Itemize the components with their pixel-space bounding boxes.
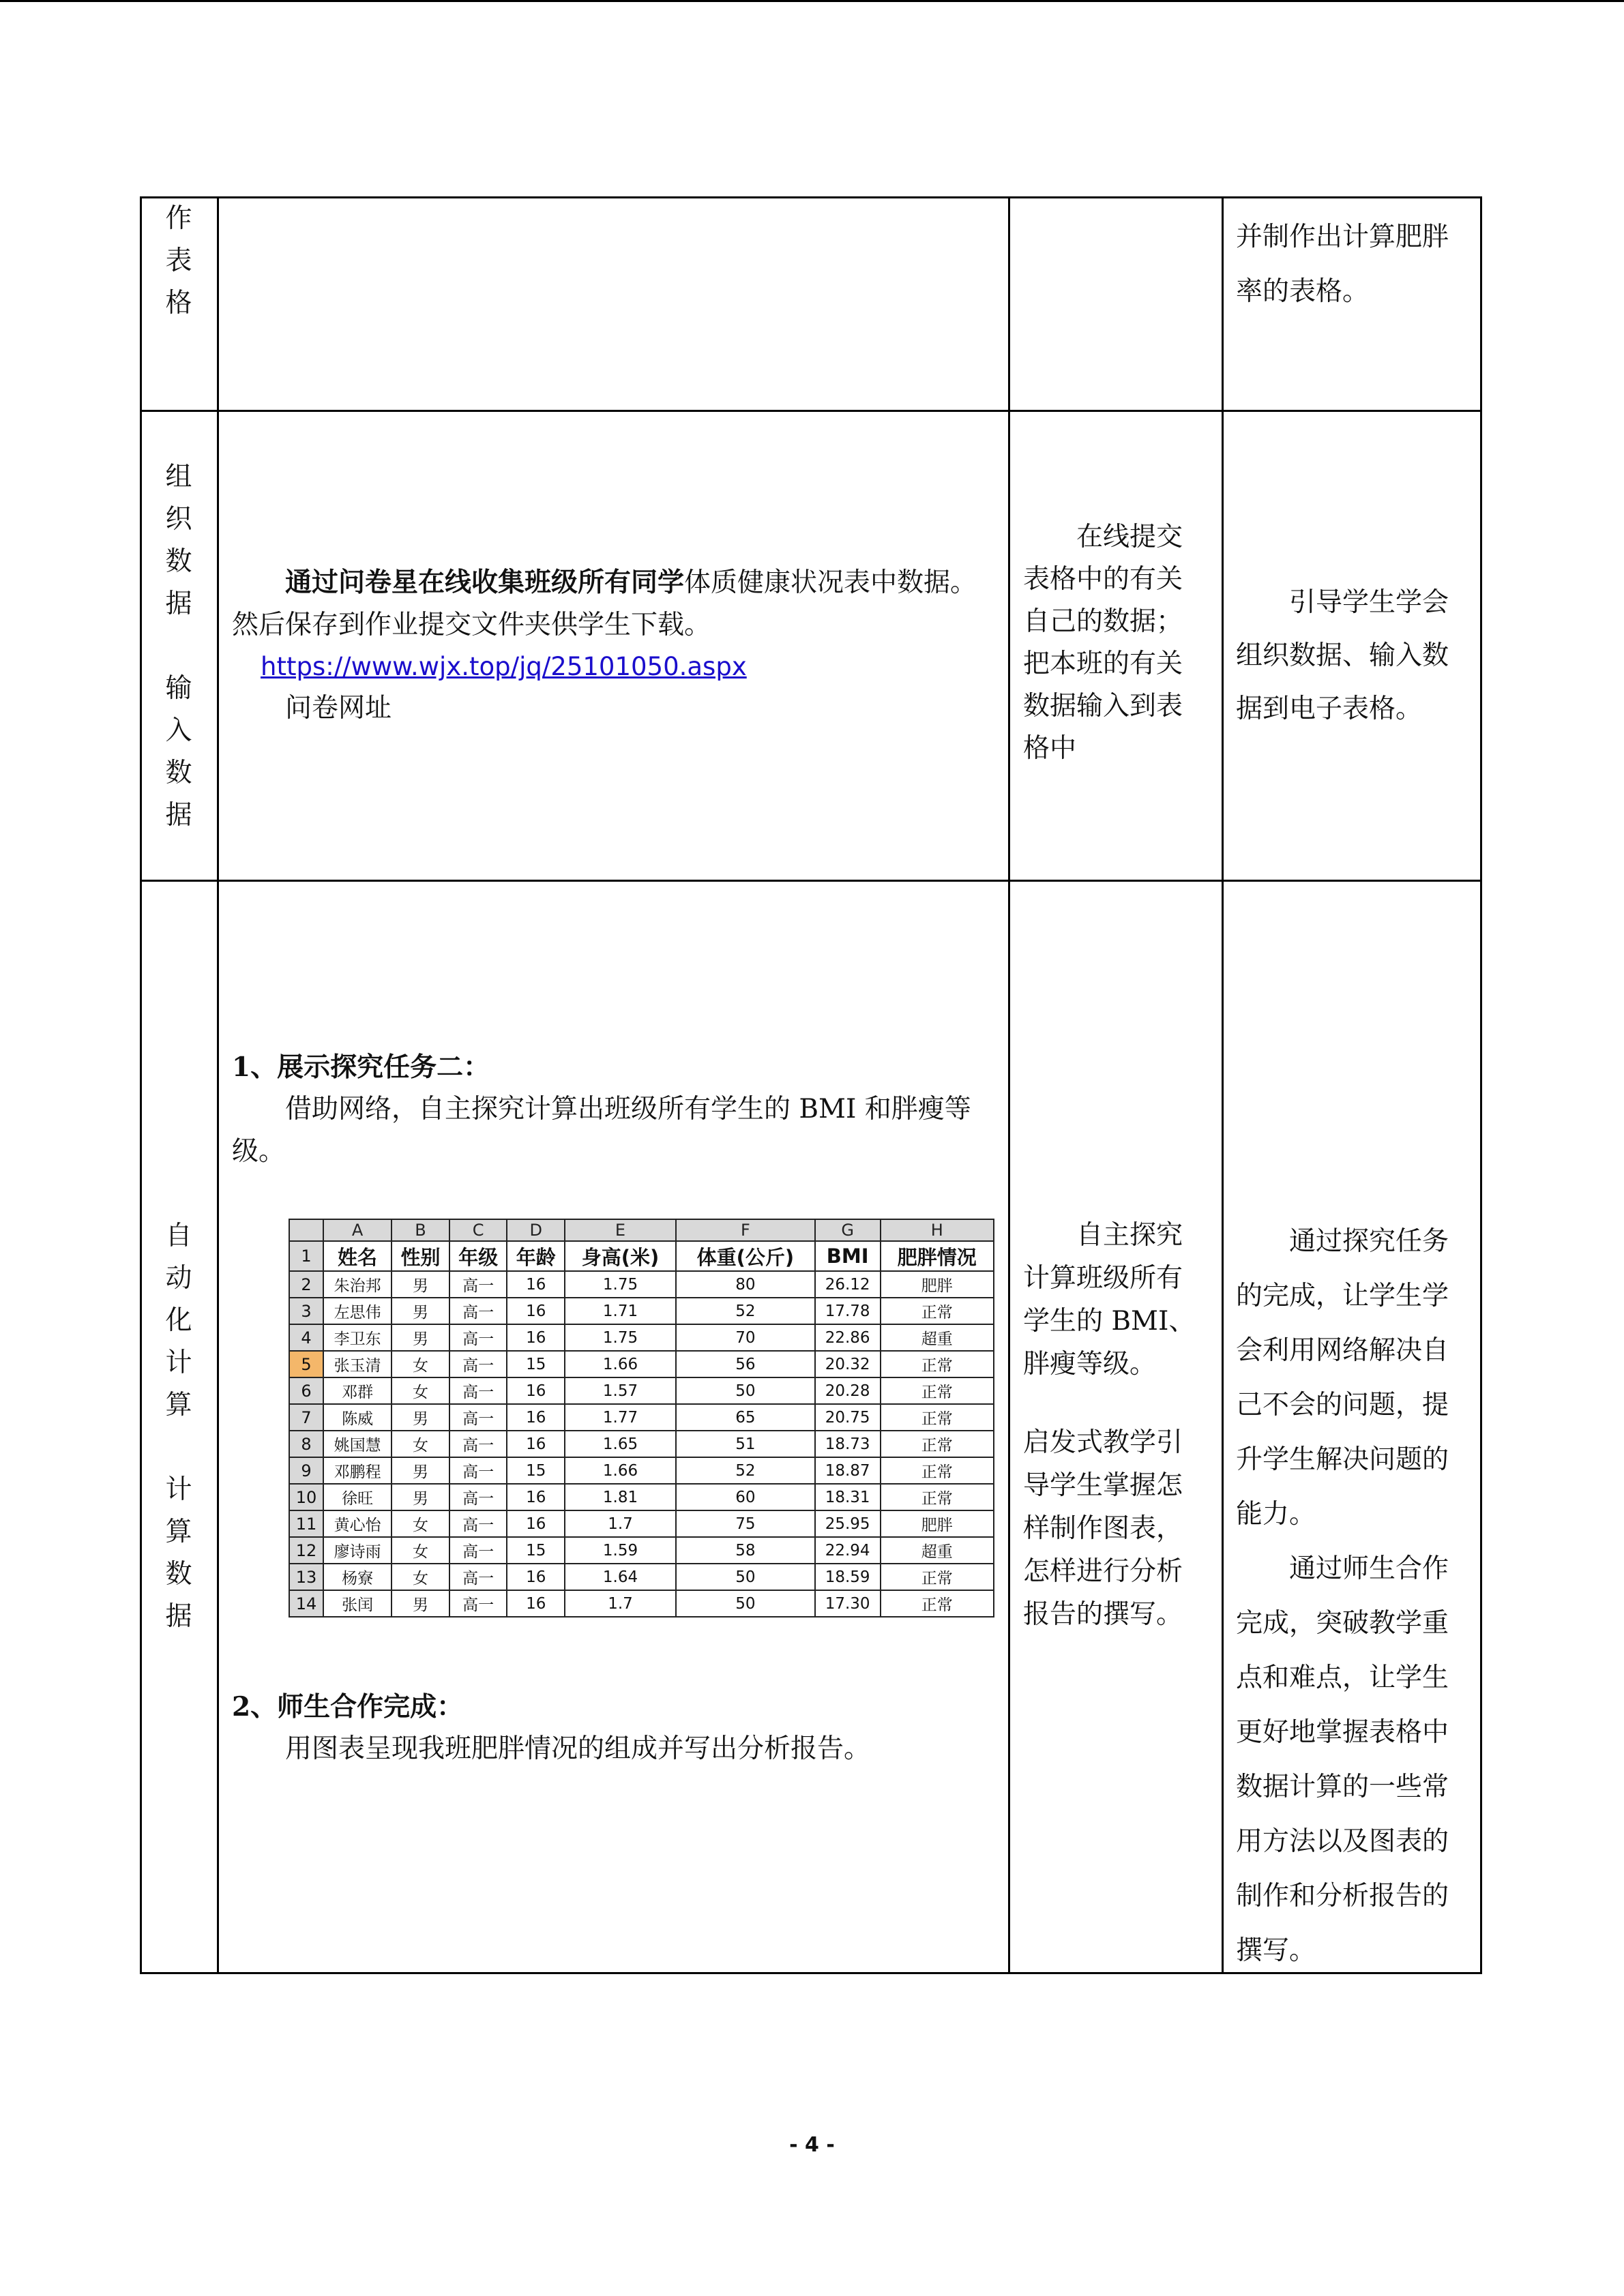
sheet-data-cell: 18.59 <box>815 1564 881 1590</box>
sheet-data-cell: 1.66 <box>565 1351 676 1377</box>
sheet-column-letter: A <box>323 1219 392 1241</box>
sheet-data-row <box>289 1404 994 1431</box>
sheet-data-cell: 1.71 <box>565 1298 676 1324</box>
sheet-data-row <box>289 1271 994 1298</box>
sheet-data-row <box>289 1564 994 1590</box>
task1-block <box>232 1046 994 1173</box>
sheet-data-cell: 75 <box>676 1510 815 1537</box>
sheet-data-cell: 16 <box>507 1404 565 1431</box>
sheet-data-cell: 超重 <box>881 1537 994 1564</box>
sheet-row-number: 9 <box>289 1457 323 1484</box>
sheet-data-cell: 女 <box>392 1510 449 1537</box>
sheet-data-cell: 51 <box>676 1431 815 1457</box>
col-divider-1 <box>217 196 219 1974</box>
sheet-data-cell: 高一 <box>449 1324 507 1351</box>
sheet-row-number: 14 <box>289 1590 323 1617</box>
sheet-data-cell: 16 <box>507 1564 565 1590</box>
sheet-data-cell: 高一 <box>449 1271 507 1298</box>
sheet-data-cell: 高一 <box>449 1484 507 1510</box>
sheet-data-cell: 1.7 <box>565 1590 676 1617</box>
sheet-header-cell: 年级 <box>449 1241 507 1271</box>
sheet-data-cell: 男 <box>392 1298 449 1324</box>
sheet-data-cell: 张玉清 <box>323 1351 392 1377</box>
row1-purpose: 并制作出计算肥胖率的表格。 <box>1236 222 1449 307</box>
sheet-data-cell: 徐旺 <box>323 1484 392 1510</box>
sheet-data-cell: 高一 <box>449 1564 507 1590</box>
sheet-header-cell: BMI <box>815 1241 881 1271</box>
sheet-column-letter: G <box>815 1219 881 1241</box>
sheet-data-cell: 黄心怡 <box>323 1510 392 1537</box>
sheet-header-row <box>289 1241 994 1271</box>
sheet-data-cell: 70 <box>676 1324 815 1351</box>
sheet-data-cell: 高一 <box>449 1351 507 1377</box>
sheet-data-row <box>289 1590 994 1617</box>
sheet-column-header-row <box>289 1219 994 1241</box>
sheet-data-cell: 50 <box>676 1590 815 1617</box>
sheet-data-cell: 16 <box>507 1298 565 1324</box>
sheet-data-cell: 26.12 <box>815 1271 881 1298</box>
sheet-data-cell: 18.31 <box>815 1484 881 1510</box>
sheet-header-cell: 体重(公斤) <box>676 1241 815 1271</box>
sheet-data-cell: 肥胖 <box>881 1271 994 1298</box>
sheet-row-number: 1 <box>289 1241 323 1271</box>
sheet-data-cell: 17.78 <box>815 1298 881 1324</box>
stage-label-auto-calc: 自 动 化 计 算 计 算 数 据 <box>165 1221 192 1632</box>
sheet-data-cell: 15 <box>507 1457 565 1484</box>
sheet-column-letter: E <box>565 1219 676 1241</box>
sheet-data-cell: 肥胖 <box>881 1510 994 1537</box>
sheet-data-cell: 张闰 <box>323 1590 392 1617</box>
table-top-line <box>140 196 1482 198</box>
sheet-data-row <box>289 1457 994 1484</box>
sheet-data-cell: 朱治邦 <box>323 1271 392 1298</box>
row2-student-activity: 在线提交表格中的有关自己的数据；把本班的有关数据输入到表格中 <box>1023 522 1183 764</box>
sheet-data-cell: 17.30 <box>815 1590 881 1617</box>
sheet-data-cell: 男 <box>392 1324 449 1351</box>
sheet-data-cell: 52 <box>676 1298 815 1324</box>
sheet-data-cell: 李卫东 <box>323 1324 392 1351</box>
sheet-data-cell: 1.81 <box>565 1484 676 1510</box>
sheet-data-cell: 18.73 <box>815 1431 881 1457</box>
sheet-data-row <box>289 1484 994 1510</box>
bmi-spreadsheet <box>289 1219 994 1617</box>
page-number: - 4 - <box>789 2133 835 2157</box>
sheet-data-cell: 16 <box>507 1271 565 1298</box>
sheet-data-cell: 高一 <box>449 1431 507 1457</box>
sheet-row-number: 3 <box>289 1298 323 1324</box>
sheet-data-cell: 高一 <box>449 1377 507 1404</box>
sheet-data-cell: 18.87 <box>815 1457 881 1484</box>
sheet-data-cell: 男 <box>392 1484 449 1510</box>
sheet-data-cell: 正常 <box>881 1484 994 1510</box>
sheet-data-row <box>289 1510 994 1537</box>
sheet-data-cell: 女 <box>392 1351 449 1377</box>
sheet-data-cell: 56 <box>676 1351 815 1377</box>
sheet-data-cell: 1.75 <box>565 1324 676 1351</box>
sheet-data-cell: 58 <box>676 1537 815 1564</box>
sheet-header-cell: 身高(米) <box>565 1241 676 1271</box>
sheet-data-cell: 女 <box>392 1431 449 1457</box>
sheet-data-cell: 1.7 <box>565 1510 676 1537</box>
collect-data-paragraph: 通过问卷星在线收集班级所有同学体质健康状况表中数据。然后保存到作业提交文件夹供学生下载。 <box>232 567 977 640</box>
sheet-data-row <box>289 1351 994 1377</box>
sheet-header-cell: 性别 <box>392 1241 449 1271</box>
task2-title: 2、师生合作完成： <box>232 1691 464 1723</box>
col-divider-2 <box>1008 196 1010 1974</box>
sheet-data-cell: 50 <box>676 1377 815 1404</box>
sheet-header-cell: 姓名 <box>323 1241 392 1271</box>
sheet-row-number: 6 <box>289 1377 323 1404</box>
sheet-data-cell: 正常 <box>881 1431 994 1457</box>
sheet-data-cell: 廖诗雨 <box>323 1537 392 1564</box>
sheet-data-cell: 16 <box>507 1324 565 1351</box>
sheet-data-cell: 1.59 <box>565 1537 676 1564</box>
sheet-data-cell: 65 <box>676 1404 815 1431</box>
sheet-data-cell: 20.75 <box>815 1404 881 1431</box>
sheet-data-cell: 16 <box>507 1431 565 1457</box>
sheet-data-cell: 正常 <box>881 1377 994 1404</box>
sheet-data-cell: 1.66 <box>565 1457 676 1484</box>
row2-content <box>232 561 994 730</box>
sheet-data-cell: 男 <box>392 1404 449 1431</box>
sheet-column-letter: B <box>392 1219 449 1241</box>
sheet-data-row <box>289 1377 994 1404</box>
sheet-row-number: 8 <box>289 1431 323 1457</box>
task1-title: 1、展示探究任务二： <box>232 1052 490 1083</box>
sheet-data-cell: 高一 <box>449 1537 507 1564</box>
sheet-data-cell: 女 <box>392 1377 449 1404</box>
sheet-data-cell: 邓鹏程 <box>323 1457 392 1484</box>
sheet-row-number: 7 <box>289 1404 323 1431</box>
sheet-row-number: 2 <box>289 1271 323 1298</box>
sheet-data-cell: 1.77 <box>565 1404 676 1431</box>
sheet-data-cell: 22.86 <box>815 1324 881 1351</box>
sheet-data-cell: 20.32 <box>815 1351 881 1377</box>
sheet-data-cell: 正常 <box>881 1564 994 1590</box>
sheet-data-cell: 正常 <box>881 1351 994 1377</box>
col-divider-3 <box>1222 196 1224 1974</box>
sheet-data-cell: 52 <box>676 1457 815 1484</box>
stage-label-make-table: 作 表 格 <box>165 203 192 318</box>
sheet-data-cell: 超重 <box>881 1324 994 1351</box>
link-caption: 问卷网址 <box>285 693 392 724</box>
sheet-data-cell: 男 <box>392 1271 449 1298</box>
sheet-data-cell: 正常 <box>881 1590 994 1617</box>
sheet-data-row <box>289 1537 994 1564</box>
sheet-data-cell: 正常 <box>881 1457 994 1484</box>
sheet-data-cell: 15 <box>507 1351 565 1377</box>
sheet-data-cell: 16 <box>507 1590 565 1617</box>
sheet-data-cell: 60 <box>676 1484 815 1510</box>
task2-block <box>232 1686 994 1770</box>
sheet-data-cell: 80 <box>676 1271 815 1298</box>
sheet-data-cell: 16 <box>507 1484 565 1510</box>
sheet-data-cell: 1.75 <box>565 1271 676 1298</box>
top-border <box>0 0 1624 2</box>
sheet-data-cell: 高一 <box>449 1298 507 1324</box>
row-divider-1 <box>140 410 1482 412</box>
sheet-data-row <box>289 1431 994 1457</box>
sheet-data-cell: 邓群 <box>323 1377 392 1404</box>
sheet-data-cell: 高一 <box>449 1590 507 1617</box>
sheet-data-cell: 1.64 <box>565 1564 676 1590</box>
sheet-data-cell: 16 <box>507 1510 565 1537</box>
sheet-row-number: 12 <box>289 1537 323 1564</box>
row3-purpose: 通过探究任务的完成，让学生学会利用网络解决自己不会的问题，提升学生解决问题的能力。 通过师生合作完成，突破教学重点和难点，让学生更好地掌握表格中数据计算的一些常用方法以及图表的制作和分析报告的撰写。 <box>1236 1226 1449 1966</box>
sheet-data-cell: 50 <box>676 1564 815 1590</box>
sheet-data-cell: 男 <box>392 1457 449 1484</box>
sheet-column-letter: C <box>449 1219 507 1241</box>
sheet-data-cell: 男 <box>392 1590 449 1617</box>
sheet-data-cell: 25.95 <box>815 1510 881 1537</box>
sheet-data-cell: 正常 <box>881 1298 994 1324</box>
sheet-data-cell: 16 <box>507 1377 565 1404</box>
sheet-row-number: 5 <box>289 1351 323 1377</box>
table-right-line <box>1480 196 1482 1974</box>
sheet-corner-cell <box>289 1219 323 1241</box>
sheet-row-number: 11 <box>289 1510 323 1537</box>
sheet-data-cell: 高一 <box>449 1404 507 1431</box>
sheet-data-cell: 左思伟 <box>323 1298 392 1324</box>
sheet-data-cell: 22.94 <box>815 1537 881 1564</box>
sheet-row-number: 13 <box>289 1564 323 1590</box>
sheet-data-cell: 陈威 <box>323 1404 392 1431</box>
stage-label-organize-data: 组 织 数 据 输 入 数 据 <box>165 462 192 831</box>
row3-student-activity: 自主探究计算班级所有学生的 BMI、胖瘦等级。 启发式教学引导学生掌握怎样制作图表，怎样进行分析报告的撰写。 <box>1023 1220 1196 1630</box>
table-left-line <box>140 196 142 1974</box>
sheet-data-cell: 高一 <box>449 1510 507 1537</box>
sheet-data-cell: 20.28 <box>815 1377 881 1404</box>
sheet-row-number: 4 <box>289 1324 323 1351</box>
sheet-data-cell: 1.57 <box>565 1377 676 1404</box>
sheet-column-letter: F <box>676 1219 815 1241</box>
task2-text: 用图表呈现我班肥胖情况的组成并写出分析报告。 <box>285 1733 871 1764</box>
questionnaire-link[interactable]: https://www.wjx.top/jq/25101050.aspx <box>261 652 747 681</box>
sheet-data-cell: 女 <box>392 1537 449 1564</box>
sheet-column-letter: H <box>881 1219 994 1241</box>
row-divider-2 <box>140 880 1482 882</box>
row2-purpose: 引导学生学会组织数据、输入数据到电子表格。 <box>1236 587 1449 724</box>
sheet-header-cell: 肥胖情况 <box>881 1241 994 1271</box>
sheet-data-cell: 女 <box>392 1564 449 1590</box>
sheet-data-row <box>289 1324 994 1351</box>
sheet-row-number: 10 <box>289 1484 323 1510</box>
sheet-header-cell: 年龄 <box>507 1241 565 1271</box>
sheet-data-cell: 高一 <box>449 1457 507 1484</box>
sheet-column-letter: D <box>507 1219 565 1241</box>
sheet-data-cell: 正常 <box>881 1404 994 1431</box>
sheet-data-cell: 杨寮 <box>323 1564 392 1590</box>
sheet-data-cell: 1.65 <box>565 1431 676 1457</box>
sheet-data-cell: 15 <box>507 1537 565 1564</box>
sheet-data-row <box>289 1298 994 1324</box>
sheet-data-cell: 姚国慧 <box>323 1431 392 1457</box>
task1-text: 借助网络，自主探究计算出班级所有学生的 BMI 和胖瘦等级。 <box>232 1094 971 1167</box>
